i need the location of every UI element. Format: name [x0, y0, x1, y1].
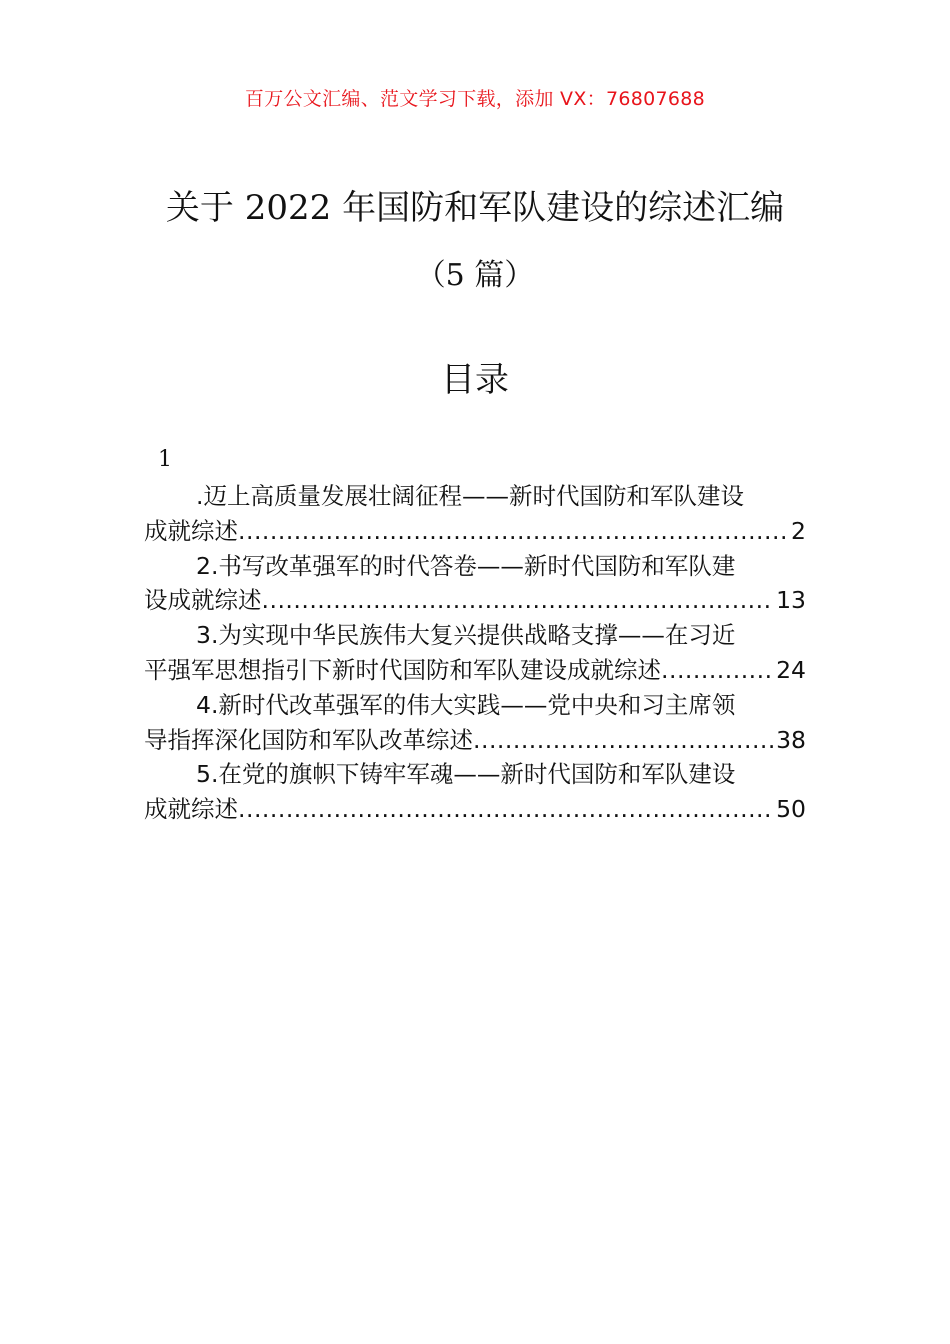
document-title: 关于 2022 年国防和军队建设的综述汇编	[165, 188, 785, 228]
toc-entry-title: 4.新时代改革强军的伟大实践——党中央和习主席领	[196, 690, 736, 719]
toc-leader-dots	[238, 514, 789, 549]
toc-entry-5[interactable]	[144, 757, 806, 827]
toc-entry-3[interactable]	[144, 618, 806, 688]
toc-page-number: 38	[776, 725, 806, 754]
toc-leader-dots	[238, 792, 774, 827]
toc-heading: 目录	[441, 360, 509, 400]
toc-leader-dots	[661, 653, 774, 688]
toc-entry-title-cont: 平强军思想指引下新时代国防和军队建设成就综述	[144, 655, 661, 684]
toc-page-number: 13	[776, 586, 806, 615]
toc-page-number: 2	[791, 516, 806, 545]
toc-entry-title: 5.在党的旗帜下铸牢军魂——新时代国防和军队建设	[196, 760, 736, 789]
watermark-text: 百万公文汇编、范文学习下载，添加 VX：76807688	[244, 88, 706, 110]
toc-first-number: 1	[158, 447, 172, 472]
toc-entry-2[interactable]	[144, 549, 806, 619]
toc-entry-title-cont: 成就综述	[144, 516, 238, 545]
toc-entry-4[interactable]	[144, 688, 806, 758]
toc-page-number: 50	[776, 795, 806, 824]
toc-leader-dots	[262, 583, 775, 618]
table-of-contents	[144, 479, 806, 827]
toc-entry-title: 3.为实现中华民族伟大复兴提供战略支撑——在习近	[196, 621, 736, 650]
toc-entry-title-cont: 导指挥深化国防和军队改革综述	[144, 725, 473, 754]
document-subtitle: （5 篇）	[415, 258, 535, 293]
toc-page-number: 24	[776, 655, 806, 684]
toc-entry-title-cont: 设成就综述	[144, 586, 262, 615]
toc-entry-title-cont: 成就综述	[144, 795, 238, 824]
toc-leader-dots	[473, 723, 774, 758]
toc-entry-title: .迈上高质量发展壮阔征程——新时代国防和军队建设	[196, 482, 744, 510]
toc-entry-title: 2.书写改革强军的时代答卷——新时代国防和军队建	[196, 551, 736, 580]
toc-entry-1[interactable]	[144, 479, 806, 549]
